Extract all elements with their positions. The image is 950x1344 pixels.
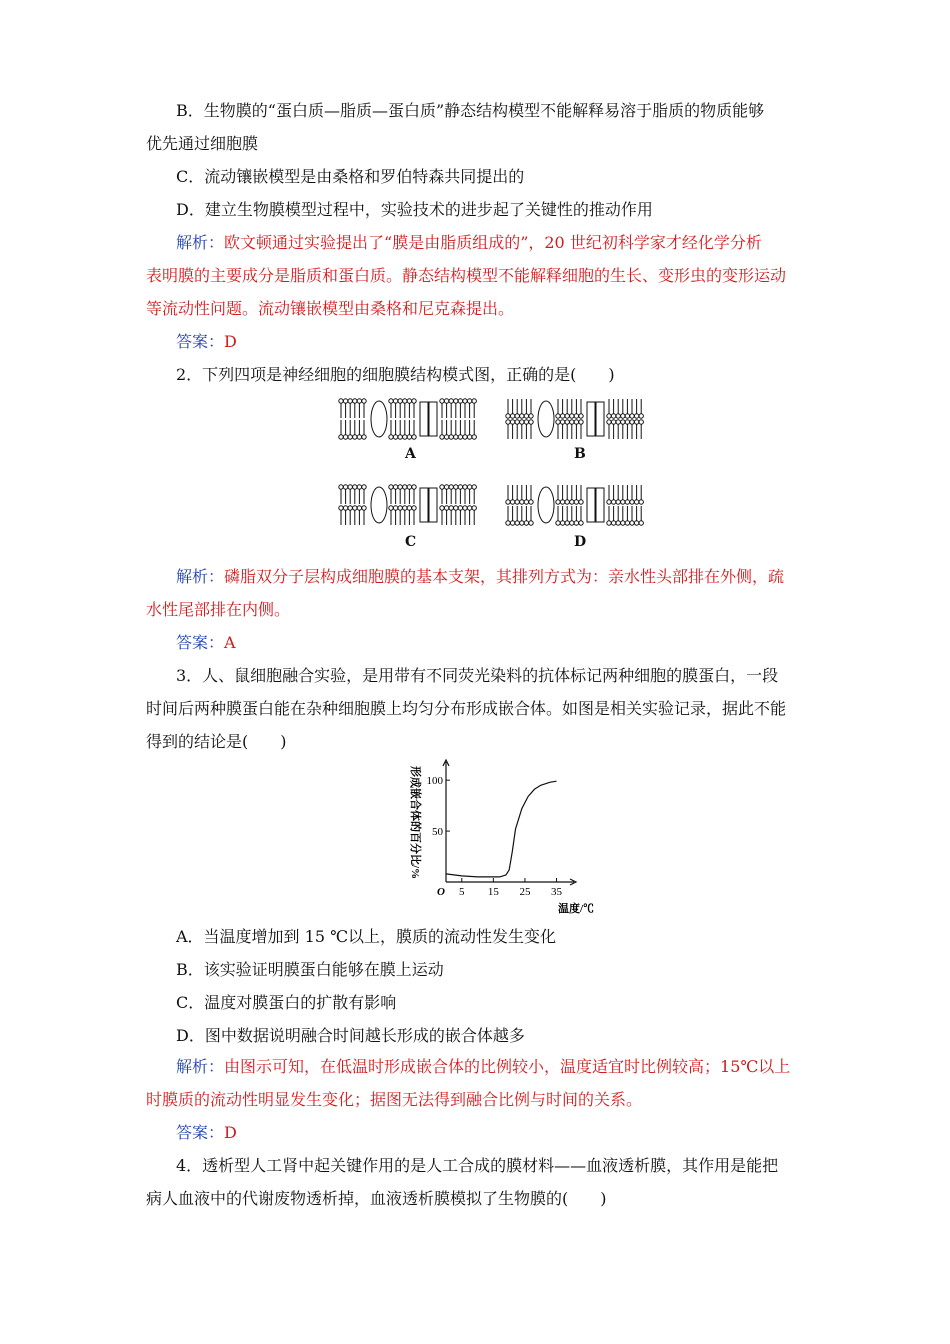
q3-stem-line3: 得到的结论是( ) (146, 732, 287, 751)
analysis-label: 解析： (176, 233, 225, 252)
membrane-label-c: C (405, 534, 417, 550)
membrane-diagram-d (505, 484, 650, 526)
membrane-label-b: B (574, 446, 586, 462)
answer-label: 答案： (176, 1123, 225, 1142)
q4-stem-line1: 4．透析型人工肾中起关键作用的是人工合成的膜材料——血液透析膜，其作用是能把 (176, 1156, 779, 1175)
origin-label: O (437, 886, 445, 898)
answer-value: D (224, 332, 237, 351)
y-tick-label: 100 (426, 775, 443, 788)
membrane-diagram-c (338, 484, 483, 526)
q1-option-c: C．流动镶嵌模型是由桑格和罗伯特森共同提出的 (176, 167, 525, 186)
analysis-text: 欧文顿通过实验提出了“膜是由脂质组成的”，20 世纪初科学家才经化学分析 (224, 233, 762, 252)
q3-option-a: A．当温度增加到 15 ℃以上，膜质的流动性发生变化 (176, 927, 556, 946)
q3-answer (176, 1122, 237, 1144)
answer-label: 答案： (176, 332, 225, 351)
q3-option-d: D．图中数据说明融合时间越长形成的嵌合体越多 (176, 1026, 525, 1045)
q3-stem-line2: 时间后两种膜蛋白能在杂种细胞膜上均匀分布形成嵌合体。如图是相关实验记录，据此不能 (146, 699, 787, 718)
x-tick-label: 5 (459, 886, 465, 898)
analysis-label: 解析： (176, 567, 225, 586)
membrane-label-d: D (574, 534, 587, 550)
q1-option-b-line1: B．生物膜的“蛋白质—脂质—蛋白质”静态结构模型不能解释易溶于脂质的物质能够 (176, 101, 765, 120)
q2-stem: 2．下列四项是神经细胞的细胞膜结构模式图，正确的是( ) (176, 365, 615, 384)
q1-analysis-line1 (176, 232, 762, 254)
answer-value: A (224, 633, 236, 652)
y-axis-label: 形成嵌合体的百分比/% (409, 766, 421, 880)
y-tick-label: 50 (432, 826, 443, 839)
x-axis-label: 温度/℃ (558, 903, 595, 915)
q1-option-b-line2: 优先通过细胞膜 (146, 134, 259, 153)
x-tick-label: 35 (551, 886, 563, 898)
q2-analysis-line2: 水性尾部排在内侧。 (146, 600, 291, 619)
q3-stem-line1: 3．人、鼠细胞融合实验，是用带有不同荧光染料的抗体标记两种细胞的膜蛋白，一段 (176, 666, 779, 685)
membrane-label-a: A (405, 446, 416, 462)
x-tick-label: 25 (519, 886, 531, 898)
membrane-diagram-a (338, 398, 483, 440)
fusion-chart (400, 758, 595, 918)
membrane-diagram-b (505, 398, 650, 440)
answer-label: 答案： (176, 633, 225, 652)
q3-option-c: C．温度对膜蛋白的扩散有影响 (176, 993, 397, 1012)
answer-value: D (224, 1123, 237, 1142)
analysis-text: 由图示可知，在低温时形成嵌合体的比例较小，温度适宜时比例较高；15℃以上 (224, 1057, 791, 1076)
q3-option-b: B．该实验证明膜蛋白能够在膜上运动 (176, 960, 444, 979)
q2-answer (176, 632, 236, 654)
q1-analysis-line2: 表明膜的主要成分是脂质和蛋白质。静态结构模型不能解释细胞的生长、变形虫的变形运动 (146, 266, 787, 285)
q1-answer (176, 331, 237, 353)
q1-analysis-line3: 等流动性问题。流动镶嵌模型由桑格和尼克森提出。 (146, 299, 515, 318)
series-line (446, 781, 557, 877)
analysis-label: 解析： (176, 1057, 225, 1076)
x-tick-label: 15 (487, 886, 499, 898)
q1-option-d: D．建立生物膜模型过程中，实验技术的进步起了关键性的推动作用 (176, 200, 653, 219)
q3-analysis-line2: 时膜质的流动性明显发生变化；据图无法得到融合比例与时间的关系。 (146, 1090, 643, 1109)
q4-stem-line2: 病人血液中的代谢废物透析掉，血液透析膜模拟了生物膜的( ) (146, 1189, 607, 1208)
q2-analysis-line1 (176, 566, 784, 588)
q3-analysis-line1 (176, 1056, 790, 1078)
analysis-text: 磷脂双分子层构成细胞膜的基本支架，其排列方式为：亲水性头部排在外侧，疏 (224, 567, 785, 586)
